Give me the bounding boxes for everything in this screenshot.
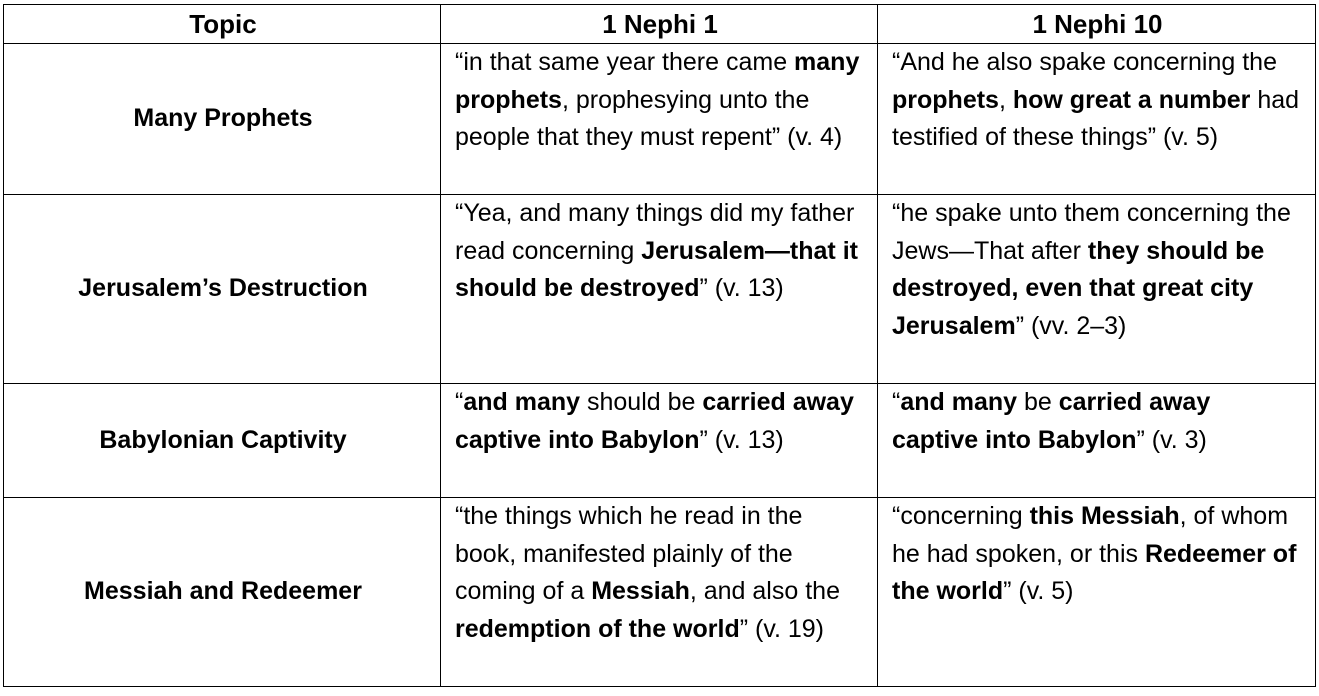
- quote-segment: “concerning: [892, 502, 1030, 530]
- bold-quote-segment: Jerusalem—that it should be destroyed: [455, 236, 858, 302]
- quote-segment: ” (v. 19): [739, 614, 824, 643]
- nephi1-quote-cell: [441, 384, 878, 498]
- quote-segment: “: [892, 388, 901, 416]
- comparison-table: [3, 4, 1316, 687]
- quote-segment: be: [1017, 388, 1059, 416]
- quote-segment: ” (vv. 2–3): [1015, 311, 1127, 340]
- quote-segment: should be: [580, 388, 703, 416]
- table-row: [4, 498, 1316, 687]
- nephi1-quote-cell: [441, 195, 878, 384]
- quote-segment: , and also the: [689, 577, 840, 605]
- quote-segment: ” (v. 13): [699, 274, 784, 302]
- nephi10-quote-cell: [878, 44, 1316, 195]
- table-header: [4, 5, 1316, 44]
- header-row: [4, 5, 1316, 44]
- table-body: [4, 44, 1316, 687]
- topic-cell: Many Prophets: [4, 44, 441, 195]
- nephi10-quote-cell: [878, 195, 1316, 384]
- table-row: [4, 384, 1316, 498]
- topic-cell: Babylonian Captivity: [4, 384, 441, 498]
- table-row: [4, 195, 1316, 384]
- quote-segment: “And he also spake concerning the: [892, 48, 1277, 76]
- quote-segment: ,: [998, 85, 1013, 114]
- bold-quote-segment: carried away captive into Babylon: [892, 388, 1211, 454]
- quote-segment: , prophesying unto the people that they must repent” (v. 4): [455, 85, 843, 151]
- quote-segment: “Yea, and many things did my father read concerning: [455, 199, 855, 265]
- nephi10-quote-cell: [878, 498, 1316, 687]
- table-row: [4, 44, 1316, 195]
- nephi1-quote-cell: [441, 44, 878, 195]
- nephi10-quote-cell: [878, 384, 1316, 498]
- topic-cell: Jerusalem’s Destruction: [4, 195, 441, 384]
- header-topic: Topic: [4, 5, 441, 44]
- bold-quote-segment: Messiah: [591, 577, 690, 605]
- bold-quote-segment: this Messiah: [1029, 502, 1180, 530]
- quote-segment: ” (v. 3): [1136, 425, 1207, 454]
- quote-segment: had testified of these things” (v. 5): [892, 85, 1300, 151]
- bold-quote-segment: many prophets: [455, 48, 860, 114]
- quote-segment: “: [455, 388, 464, 416]
- nephi1-quote-cell: [441, 498, 878, 687]
- quote-segment: “he spake unto them concerning the Jews—That after: [892, 199, 1291, 265]
- bold-quote-segment: how great a number: [1012, 85, 1251, 114]
- bold-quote-segment: and many: [900, 388, 1018, 416]
- bold-quote-segment: Redeemer of the world: [892, 539, 1297, 605]
- bold-quote-segment: and many: [463, 388, 581, 416]
- header-1-nephi-1: 1 Nephi 1: [441, 5, 878, 44]
- quote-segment: , of whom he had spoken, or this: [892, 502, 1289, 568]
- quote-segment: “in that same year there came: [455, 48, 795, 76]
- bold-quote-segment: prophets: [892, 85, 999, 114]
- header-1-nephi-10: 1 Nephi 10: [878, 5, 1316, 44]
- topic-cell: Messiah and Redeemer: [4, 498, 441, 687]
- bold-quote-segment: carried away captive into Babylon: [455, 388, 854, 454]
- bold-quote-segment: redemption of the world: [455, 614, 740, 643]
- quote-segment: “the things which he read in the book, manifested plainly of the coming of a: [455, 502, 803, 605]
- quote-segment: ” (v. 5): [1003, 577, 1074, 605]
- quote-segment: ” (v. 13): [699, 425, 784, 454]
- bold-quote-segment: they should be destroyed, even that great city Jerusalem: [892, 236, 1265, 340]
